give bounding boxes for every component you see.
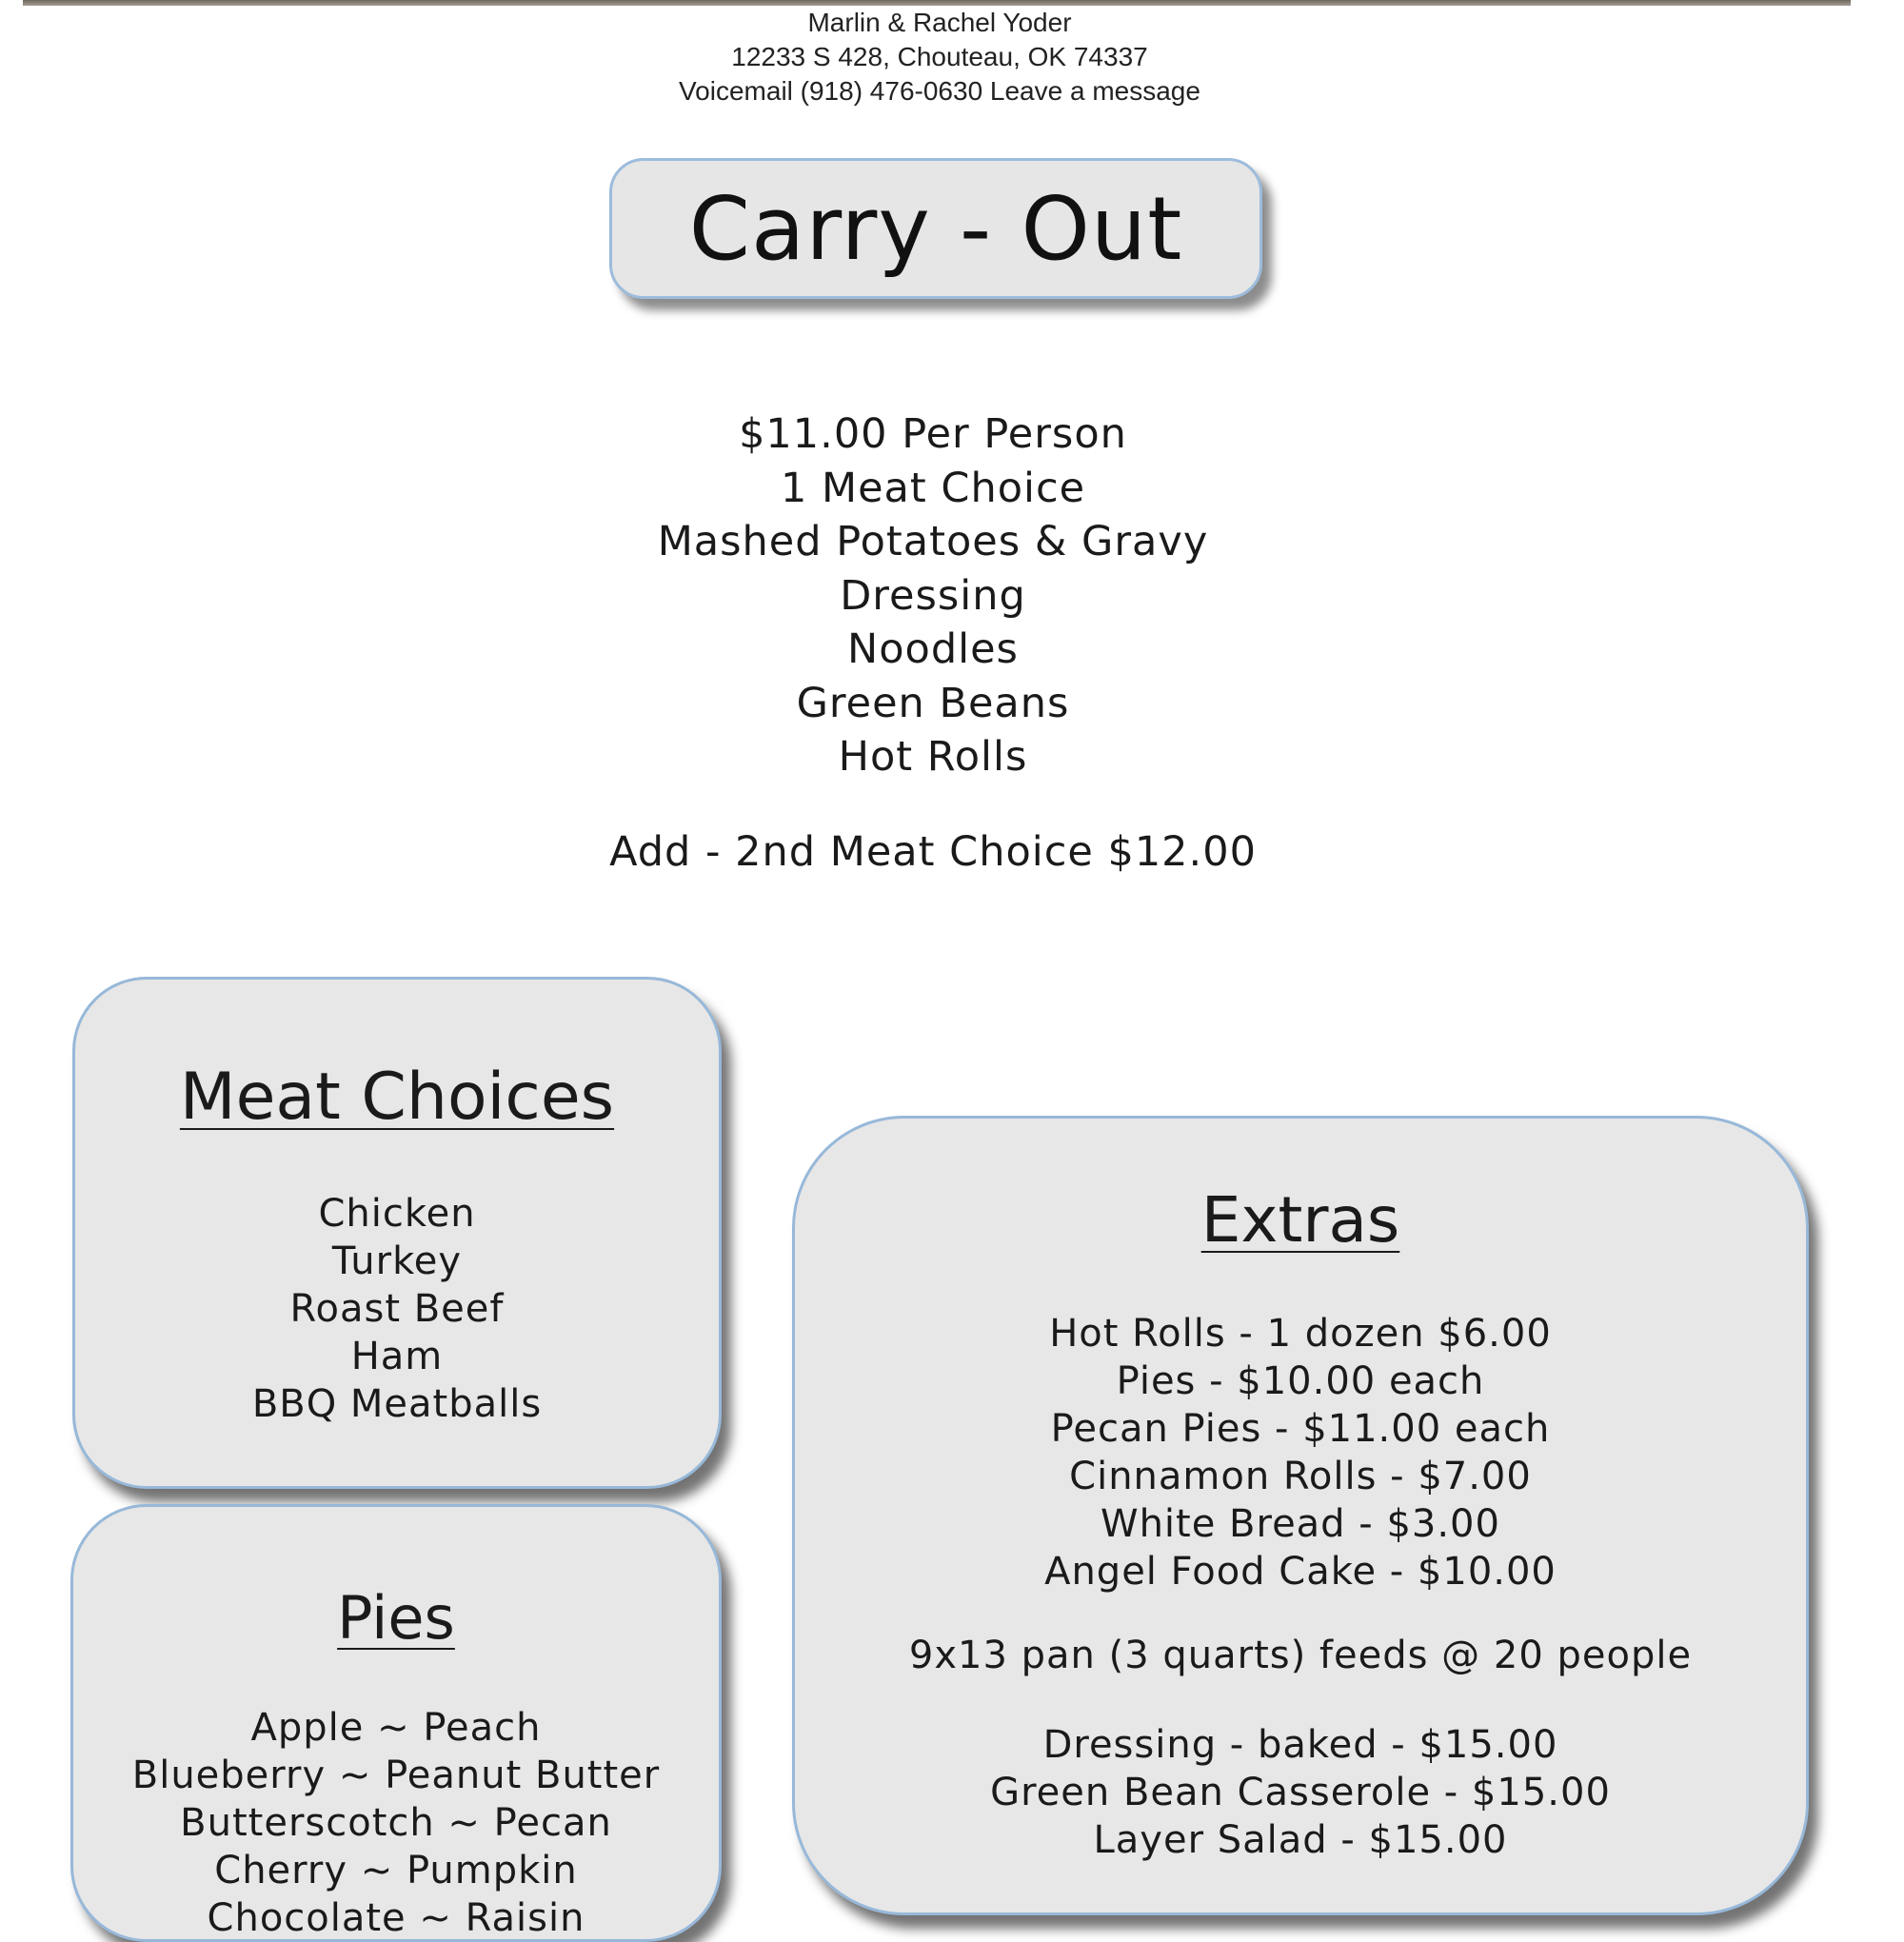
menu-details [0,407,1866,784]
list-item: White Bread - $3.00 [1101,1502,1500,1546]
list-item: Roast Beef [289,1287,505,1331]
list-item: Chocolate ~ Raisin [207,1896,585,1940]
menu-line: Dressing [840,571,1026,620]
pies-heading: Pies [337,1583,455,1653]
list-item: Pecan Pies - $11.00 each [1050,1407,1551,1451]
pies-card [70,1504,722,1942]
spacer [795,1679,1806,1721]
list-item: Dressing - baked - $15.00 [1042,1723,1558,1767]
list-item: Hot Rolls - 1 dozen $6.00 [1049,1312,1552,1356]
menu-line: Mashed Potatoes & Gravy [657,518,1209,565]
menu-line: Green Beans [796,679,1070,727]
list-item: BBQ Meatballs [251,1382,543,1426]
menu-line: 1 Meat Choice [780,464,1086,512]
menu-line: Hot Rolls [838,733,1028,781]
contact-info [0,6,1879,109]
list-item: Chicken [318,1192,476,1236]
title-banner [609,158,1262,299]
owner-name: Marlin & Rachel Yoder [807,8,1072,37]
address: 12233 S 428, Chouteau, OK 74337 [731,42,1148,71]
page-title: Carry - Out [688,177,1183,280]
list-item: Ham [350,1335,444,1378]
list-item: Cherry ~ Pumpkin [214,1849,578,1892]
extras-heading: Extras [1200,1183,1400,1257]
spacer [795,1595,1806,1632]
list-item: Apple ~ Peach [250,1706,542,1750]
list-item: Pies - $10.00 each [1116,1359,1485,1403]
list-item: Turkey [331,1239,463,1283]
pan-note: 9x13 pan (3 quarts) feeds @ 20 people [908,1634,1693,1677]
list-item: Layer Salad - $15.00 [1093,1818,1508,1862]
addon-line: Add - 2nd Meat Choice $12.00 [609,828,1257,876]
phone: Voicemail (918) 476-0630 Leave a message [679,76,1200,106]
menu-line: $11.00 Per Person [739,410,1127,458]
meat-choices-heading: Meat Choices [179,1060,615,1135]
menu-line: Noodles [847,625,1019,673]
list-item: Angel Food Cake - $10.00 [1044,1550,1557,1594]
list-item: Cinnamon Rolls - $7.00 [1069,1455,1532,1498]
extras-card [792,1116,1809,1915]
meat-choices-card [72,977,722,1489]
list-item: Blueberry ~ Peanut Butter [131,1754,661,1797]
list-item: Butterscotch ~ Pecan [180,1801,612,1845]
list-item: Green Bean Casserole - $15.00 [990,1771,1611,1814]
